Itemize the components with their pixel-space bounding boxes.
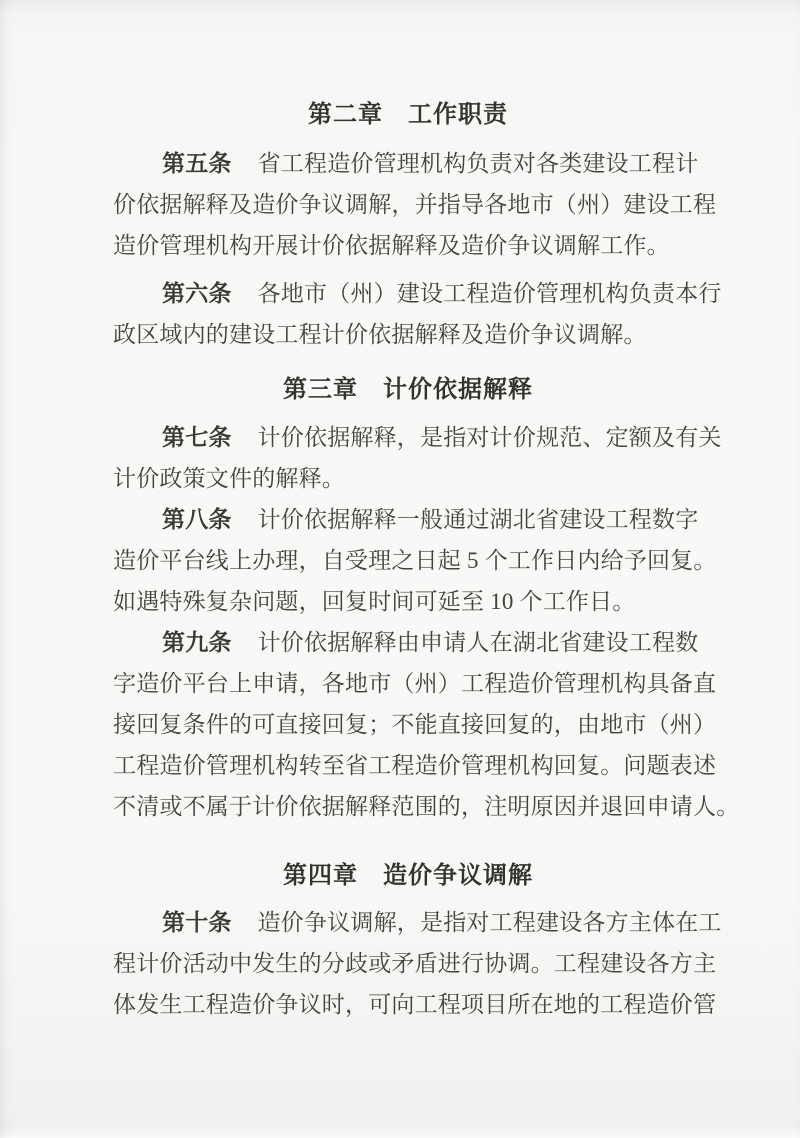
- article-line: 程计价活动中发生的分歧或矛盾进行协调。工程建设各方主: [113, 951, 717, 976]
- article-number: 第九条: [162, 630, 232, 655]
- article-line: 政区域内的建设工程计价依据解释及造价争议调解。: [113, 322, 647, 347]
- article-number: 第十条: [162, 910, 232, 935]
- article-10-paragraph: [113, 902, 733, 1025]
- article-number: 第八条: [162, 507, 232, 532]
- article-line: 计价政策文件的解释。: [113, 466, 345, 491]
- article-line: 造价管理机构开展计价依据解释及造价争议调解工作。: [113, 233, 670, 258]
- article-6-paragraph: [113, 273, 733, 355]
- article-line: 字造价平台上申请，各地市（州）工程造价管理机构具备直: [113, 671, 717, 696]
- article-text: 计价依据解释由申请人在湖北省建设工程数: [257, 630, 699, 655]
- article-line: [113, 622, 733, 663]
- article-number: 第五条: [162, 151, 232, 176]
- document-body: [113, 0, 740, 1025]
- article-5-paragraph: [113, 143, 733, 266]
- article-text: 各地市（州）建设工程造价管理机构负责本行: [257, 281, 722, 306]
- article-text: 省工程造价管理机构负责对各类建设工程计: [257, 151, 699, 176]
- article-8-paragraph: [113, 499, 733, 622]
- article-text: 造价争议调解，是指对工程建设各方主体在工: [257, 910, 722, 935]
- chapter-heading-4: 第四章 造价争议调解: [283, 862, 533, 889]
- article-text: 计价依据解释，是指对计价规范、定额及有关: [257, 425, 722, 450]
- article-line: [113, 499, 733, 540]
- article-number: 第六条: [162, 281, 232, 306]
- article-text: 计价依据解释一般通过湖北省建设工程数字: [257, 507, 699, 532]
- article-line: [113, 902, 733, 943]
- article-line: 造价平台线上办理，自受理之日起 5 个工作日内给予回复。: [113, 548, 717, 573]
- article-line: 接回复条件的可直接回复；不能直接回复的，由地市（州）: [113, 712, 717, 737]
- article-number: 第七条: [162, 425, 232, 450]
- article-line: [113, 273, 733, 314]
- article-7-paragraph: [113, 417, 733, 499]
- article-line: 不清或不属于计价依据解释范围的，注明原因并退回申请人。: [113, 794, 740, 819]
- article-9-paragraph: [113, 622, 740, 827]
- article-line: [113, 417, 733, 458]
- article-line: 价依据解释及造价争议调解，并指导各地市（州）建设工程: [113, 192, 717, 217]
- chapter-heading-2: 第二章 工作职责: [308, 101, 508, 128]
- article-line: [113, 143, 733, 184]
- chapter-heading-3: 第三章 计价依据解释: [283, 376, 533, 403]
- article-line: 体发生工程造价争议时，可向工程项目所在地的工程造价管: [113, 992, 717, 1017]
- article-line: 工程造价管理机构转至省工程造价管理机构回复。问题表述: [113, 753, 717, 778]
- article-line: 如遇特殊复杂问题，回复时间可延至 10 个工作日。: [113, 589, 636, 614]
